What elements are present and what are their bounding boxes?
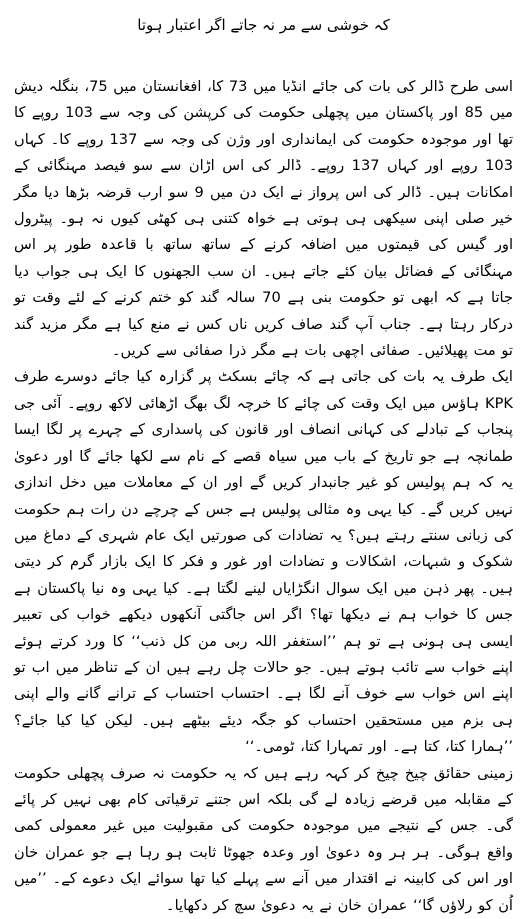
paragraph-ground-realities: زمینی حقائق چیخ چیخ کر کہہ رہے ہیں کہ یہ حکومت نہ صرف پچھلی حکومت کے مقابلہ میں قرضے زیادہ لے گی بلکہ اس جتنے ترقیاتی کام بھی نہیں کر پائے گی۔ جس کے نتیجے میں موجودہ حکومت کی مقبولیت میں غیر معمولی کمی واقع ہوگی۔ ہر ہر وہ دعویٰ اور وعدہ جھوٹا ثابت ہو رہا ہے جو عمران خان اور اس کی کابینہ نے اقتدار میں آنے سے پہلے کیا تھا سوائے ایک دعوے کے۔ ’’میں اُن کو رلاؤں گا‘‘ عمران خان نے یہ دعویٰ سچ کر دکھایا۔: [14, 764, 513, 914]
paragraph-contradictions: ایک طرف یہ بات کی جاتی ہے کہ چائے بسکٹ پر گزارہ کیا جائے دوسرے طرف KPK ہاؤس میں ایک وقت کی چائے کا خرچہ لگ بھگ اڑھائی لاکھ روپے۔ آئی جی پنجاب کے تبادلے کی کہانی انصاف اور قانون کی پاسداری کے چہرے پر لگا ایسا طمانچہ ہے جو تاریخ کے باب میں سیاہ قصے کے نام سے لکھا جائے گا اور دعویٰ یہ کہ ہم پولیس کو غیر جانبدار کریں گے اور ان کے معاملات میں دخل اندازی نہیں کریں گے۔ کیا یہی وہ مثالی پولیس ہے جس کے چرچے دن رات ہم حکومت کی زبانی سنتے رہتے ہیں؟ یہ تضادات کی صورتیں ایک عام شہری کے دماغ میں شکوک و شبہات، اشکالات و تضادات اور غور و فکر کا ایک بازار گرم کر دیتی ہیں۔ پھر ذہن میں ایک سوال انگڑایاں لینے لگتا ہے۔ کیا یہی وہ نیا پاکستان ہے جس کا خواب ہم نے دیکھا تھا؟ اگر اس جاگتی آنکھوں دیکھے خواب کی تعبیر ایسی ہی ہونی ہے تو ہم ’’استغفر اللہ ربی من کل ذنب‘‘ کا ورد کرتے ہوئے اپنے خواب سے تائب ہوتے ہیں۔ جو حالات چل رہے ہیں ان کے تناظر میں اب تو اپنے اس خواب سے خوف آنے لگا ہے۔ احتساب احتساب کے ترانے گانے والے اپنی ہی بزم میں مستحقین احتساب کو جگہ دیئے بیٹھے ہیں۔ لیکن کیا کیا جائے؟ ’’ہمارا کتا، کتا ہے۔ اور تمہارا کتا، ٹومی۔‘‘: [14, 368, 513, 756]
paragraph-dollar-rate: اسی طرح ڈالر کی بات کی جائے انڈیا میں 73 کا، افغانستان میں 75، بنگلہ دیش میں 85 اور پاکستان میں پچھلی حکومت کی کرپشن کی وجہ سے 103 روپے کا تھا اور موجودہ حکومت کی ایمانداری اور وژن کی وجہ سے 137 روپے کا۔ کہاں 103 روپے اور کہاں 137 روپے۔ ڈالر کی اس اڑان سے سو فیصد مہنگائی کے امکانات ہیں۔ ڈالر کی اس پرواز نے ایک دن میں 9 سو ارب قرضہ بڑھا دیا مگر خیر صلی اپنی سیکھی ہی ہوتی ہے خواہ کتنی ہی کھٹی کیوں نہ ہو۔ پیٹرول اور گیس کی قیمتوں میں اضافہ کرنے کے ساتھ ساتھ با قاعدہ طور پر اس مہنگائی کے فضائل بیان کئے جاتے ہیں۔ ان سب الجھنوں کا ایک ہی جواب دیا جاتا ہے کہ ابھی تو حکومت بنی ہے 70 سالہ گند کو ختم کرنے کے لئے وقت تو درکار رہتا ہے۔ جناب آپ گند صاف کریں ناں کس نے منع کیا ہے مگر مزید گند تو مت پھیلائیں۔ صفائی اچھی بات ہے مگر ذرا صفائی سے کریں۔: [14, 78, 514, 360]
article-title: کہ خوشی سے مر نہ جاتے اگر اعتبار ہوتا: [137, 16, 390, 34]
